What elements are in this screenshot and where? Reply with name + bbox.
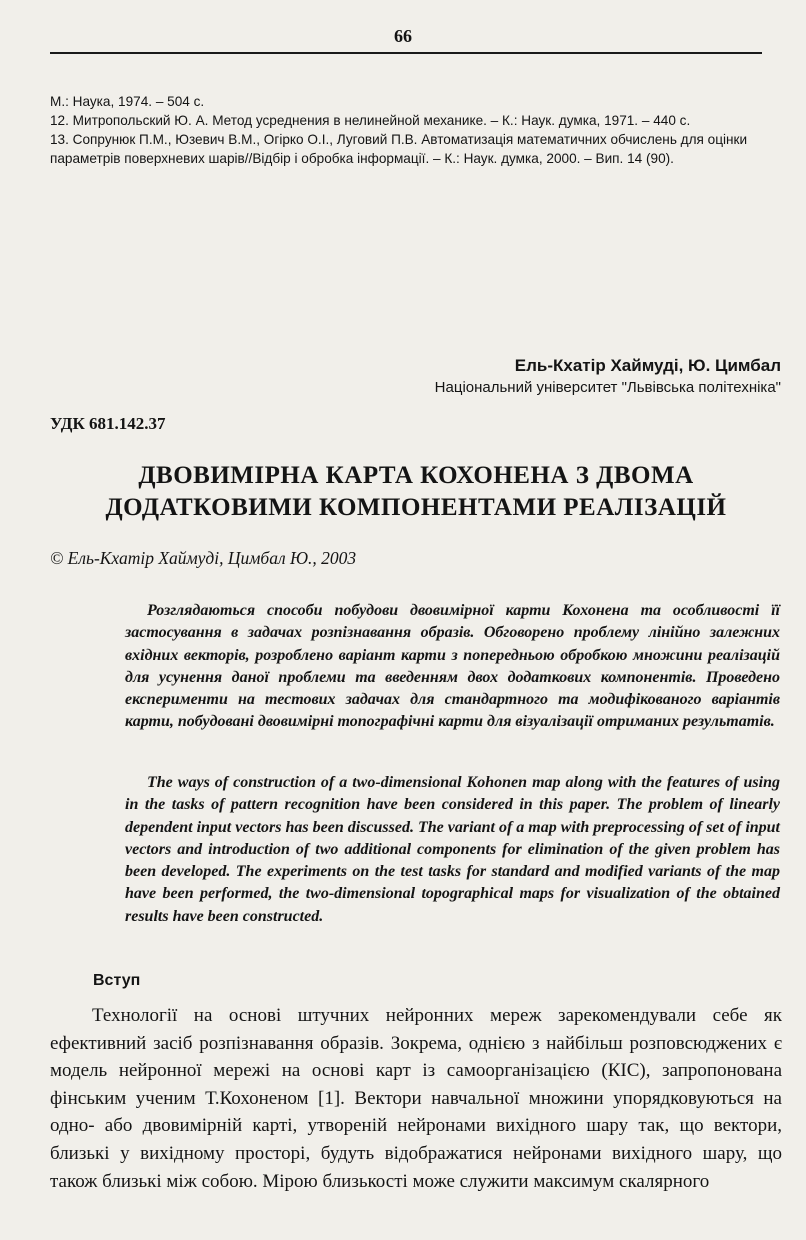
copyright-line: © Ель-Кхатір Хаймуді, Цимбал Ю., 2003 xyxy=(50,548,357,568)
page-number: 66 xyxy=(394,26,412,46)
author-affiliation: Національний університет "Львівська політехніка" xyxy=(434,379,781,396)
abstract-english-text: The ways of construction of a two-dimensional Kohonen map along with the features of using in the tasks of pattern recognition have been considered in this paper. The problem of linearly dependent input vectors has been discussed. The variant of a map with preprocessing of set of input vectors and introduction of two additional components for elimination of the given problem has been developed. The experiments on the test tasks for standard and modified variants of the map have been performed, the two-dimensional topographical maps for visualization of the obtained results have been constructed. xyxy=(125,774,780,925)
article-title-line: ДВОВИМІРНА КАРТА КОХОНЕНА З ДВОМА xyxy=(138,462,694,489)
abstract-english xyxy=(125,772,780,928)
udk-code: УДК 681.142.37 xyxy=(50,414,166,433)
references-list xyxy=(50,92,782,168)
article-title xyxy=(40,460,792,524)
reference-item: 13. Сопрунюк П.М., Юзевич В.М., Огірко О.І., Луговий П.В. Автоматизація математичних обчислень для оцінки параметрів поверхневих шарів//Відбір і обробка інформації. – К.: Наук. думка, 2000. – Вип. 14 (90). xyxy=(50,132,748,166)
abstract-ukrainian xyxy=(125,600,780,734)
body-paragraph xyxy=(50,1002,782,1195)
author-block xyxy=(435,355,781,399)
author-names: Ель-Кхатір Хаймуді, Ю. Цимбал xyxy=(514,356,781,375)
section-heading: Вступ xyxy=(93,972,141,989)
article-title-line: ДОДАТКОВИМИ КОМПОНЕНТАМИ РЕАЛІЗАЦІЙ xyxy=(105,494,727,521)
reference-item: М.: Наука, 1974. – 504 с. xyxy=(50,94,205,109)
body-paragraph-text: Технології на основі штучних нейронних мереж зарекомендували себе як ефективний засіб розпізнавання образів. Зокрема, однією з найбільш розповсюджених є модель нейронної мережі на основі карт із самоорганізацією (КІС), запропонована фінським ученим Т.Кохоненом [1]. Вектори навчальної множини упорядковуються на одно- або двовимірній карті, утвореній нейронами вихідного шару так, що вектори, близькі у вихідному просторі, будуть відображатися нейронами вихідного шару, що також близькі між собою. Мірою близькості може служити максимум скалярного xyxy=(50,1005,782,1192)
reference-item: 12. Митропольский Ю. А. Метод усреднения в нелинейной механике. – К.: Наук. думка, 1971. – 440 с. xyxy=(50,113,691,128)
header-rule xyxy=(50,52,762,54)
abstract-ukrainian-text: Розглядаються способи побудови двовимірної карти Кохонена та особливості її застосування в задачах розпізнавання образів. Обговорено проблему лінійно залежних вхідних векторів, розроблено варіант карти з попередньою обробкою множини реалізацій для усунення даної проблеми та введенням двох додаткових компонентів. Проведено експерименти на тестових задачах для стандартного та модифікованого варіантів карти, побудовані двовимірні топографічні карти для візуалізації отриманих результатів. xyxy=(125,602,780,731)
